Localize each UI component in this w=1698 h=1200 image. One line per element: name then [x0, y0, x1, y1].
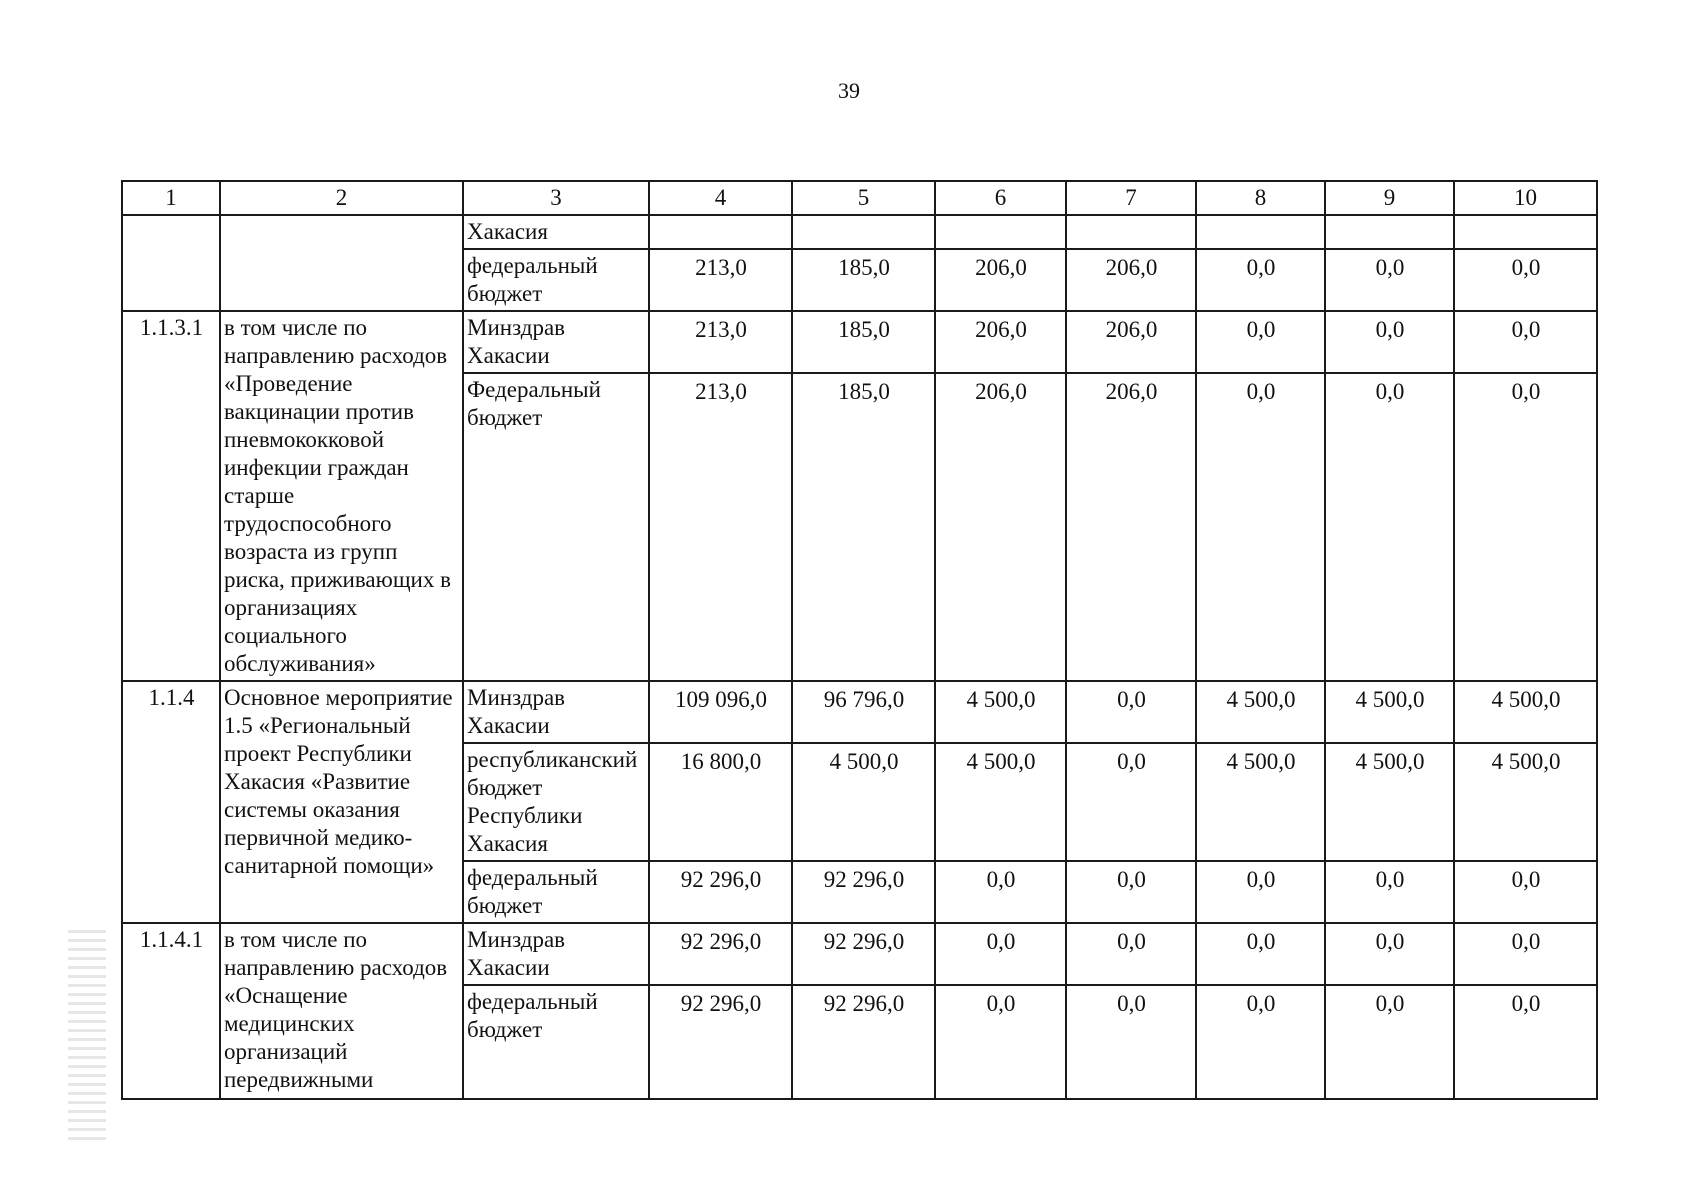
value-cell: 206,0 [935, 249, 1066, 311]
value-cell [792, 215, 935, 249]
source-cell: федеральный бюджет [463, 249, 649, 311]
value-cell: 0,0 [1454, 923, 1597, 985]
value-cell: 0,0 [1325, 373, 1454, 681]
column-header: 8 [1196, 181, 1325, 215]
header-row [122, 181, 1597, 215]
value-cell: 96 796,0 [792, 681, 935, 743]
value-cell [1196, 215, 1325, 249]
value-cell: 4 500,0 [1196, 743, 1325, 861]
value-cell [1066, 215, 1196, 249]
table-row [122, 681, 1597, 743]
table-row [122, 311, 1597, 373]
value-cell: 185,0 [792, 373, 935, 681]
value-cell: 92 296,0 [649, 923, 792, 985]
source-cell: Минздрав Хакасии [463, 311, 649, 373]
budget-table [121, 180, 1598, 1100]
value-cell [1454, 215, 1597, 249]
table-row [122, 923, 1597, 985]
column-header: 5 [792, 181, 935, 215]
value-cell: 0,0 [1325, 249, 1454, 311]
value-cell: 213,0 [649, 373, 792, 681]
column-header: 6 [935, 181, 1066, 215]
source-cell: федеральный бюджет [463, 985, 649, 1099]
value-cell: 0,0 [935, 923, 1066, 985]
value-cell: 0,0 [1196, 923, 1325, 985]
value-cell: 206,0 [935, 311, 1066, 373]
value-cell: 4 500,0 [935, 681, 1066, 743]
source-cell: Минздрав Хакасии [463, 923, 649, 985]
source-cell: Хакасия [463, 215, 649, 249]
value-cell: 213,0 [649, 311, 792, 373]
value-cell: 0,0 [1196, 373, 1325, 681]
source-cell: Федеральный бюджет [463, 373, 649, 681]
description-cell [220, 215, 463, 311]
value-cell [1325, 215, 1454, 249]
value-cell: 92 296,0 [792, 923, 935, 985]
description-cell: в том числе по направлению расходов «Проведение вакцинации против пневмококковой инфекции граждан старше трудоспособного возраста из групп риска, приживающих в организациях социального обслуживания» [220, 311, 463, 681]
value-cell: 206,0 [1066, 373, 1196, 681]
source-cell: республиканский бюджет Республики Хакасия [463, 743, 649, 861]
column-header: 1 [122, 181, 220, 215]
description-cell: Основное мероприятие 1.5 «Региональный проект Республики Хакасия «Развитие системы оказания первичной медико-санитарной помощи» [220, 681, 463, 923]
value-cell: 206,0 [935, 373, 1066, 681]
value-cell: 92 296,0 [792, 861, 935, 923]
code-cell [122, 215, 220, 311]
source-cell: федеральный бюджет [463, 861, 649, 923]
column-header: 10 [1454, 181, 1597, 215]
value-cell: 0,0 [1454, 985, 1597, 1099]
value-cell: 0,0 [1066, 985, 1196, 1099]
code-cell: 1.1.4 [122, 681, 220, 923]
value-cell: 0,0 [1454, 311, 1597, 373]
value-cell [649, 215, 792, 249]
page-number: 39 [838, 78, 860, 103]
value-cell: 213,0 [649, 249, 792, 311]
column-header: 9 [1325, 181, 1454, 215]
value-cell: 92 296,0 [649, 985, 792, 1099]
table-row [122, 215, 1597, 249]
value-cell: 0,0 [1325, 985, 1454, 1099]
value-cell: 0,0 [1454, 861, 1597, 923]
value-cell: 0,0 [935, 985, 1066, 1099]
value-cell: 4 500,0 [1196, 681, 1325, 743]
value-cell: 92 296,0 [792, 985, 935, 1099]
value-cell: 0,0 [1325, 311, 1454, 373]
value-cell: 0,0 [1196, 861, 1325, 923]
value-cell: 0,0 [1066, 861, 1196, 923]
value-cell: 0,0 [1066, 923, 1196, 985]
value-cell: 0,0 [1454, 373, 1597, 681]
value-cell: 206,0 [1066, 249, 1196, 311]
column-header: 3 [463, 181, 649, 215]
value-cell: 109 096,0 [649, 681, 792, 743]
value-cell: 16 800,0 [649, 743, 792, 861]
value-cell: 0,0 [1196, 985, 1325, 1099]
code-cell: 1.1.4.1 [122, 923, 220, 1099]
description-cell: в том числе по направлению расходов «Оснащение медицинских организаций передвижными [220, 923, 463, 1099]
value-cell: 4 500,0 [1325, 743, 1454, 861]
value-cell: 185,0 [792, 249, 935, 311]
value-cell: 92 296,0 [649, 861, 792, 923]
scan-artifact [68, 930, 106, 1140]
value-cell: 185,0 [792, 311, 935, 373]
value-cell: 0,0 [1196, 311, 1325, 373]
value-cell: 206,0 [1066, 311, 1196, 373]
value-cell: 0,0 [935, 861, 1066, 923]
value-cell: 0,0 [1454, 249, 1597, 311]
value-cell: 4 500,0 [1325, 681, 1454, 743]
value-cell [935, 215, 1066, 249]
column-header: 4 [649, 181, 792, 215]
value-cell: 0,0 [1066, 743, 1196, 861]
value-cell: 4 500,0 [1454, 681, 1597, 743]
column-header: 2 [220, 181, 463, 215]
value-cell: 4 500,0 [1454, 743, 1597, 861]
value-cell: 0,0 [1066, 681, 1196, 743]
value-cell: 0,0 [1196, 249, 1325, 311]
value-cell: 0,0 [1325, 923, 1454, 985]
value-cell: 4 500,0 [935, 743, 1066, 861]
column-header: 7 [1066, 181, 1196, 215]
code-cell: 1.1.3.1 [122, 311, 220, 681]
value-cell: 0,0 [1325, 861, 1454, 923]
value-cell: 4 500,0 [792, 743, 935, 861]
source-cell: Минздрав Хакасии [463, 681, 649, 743]
